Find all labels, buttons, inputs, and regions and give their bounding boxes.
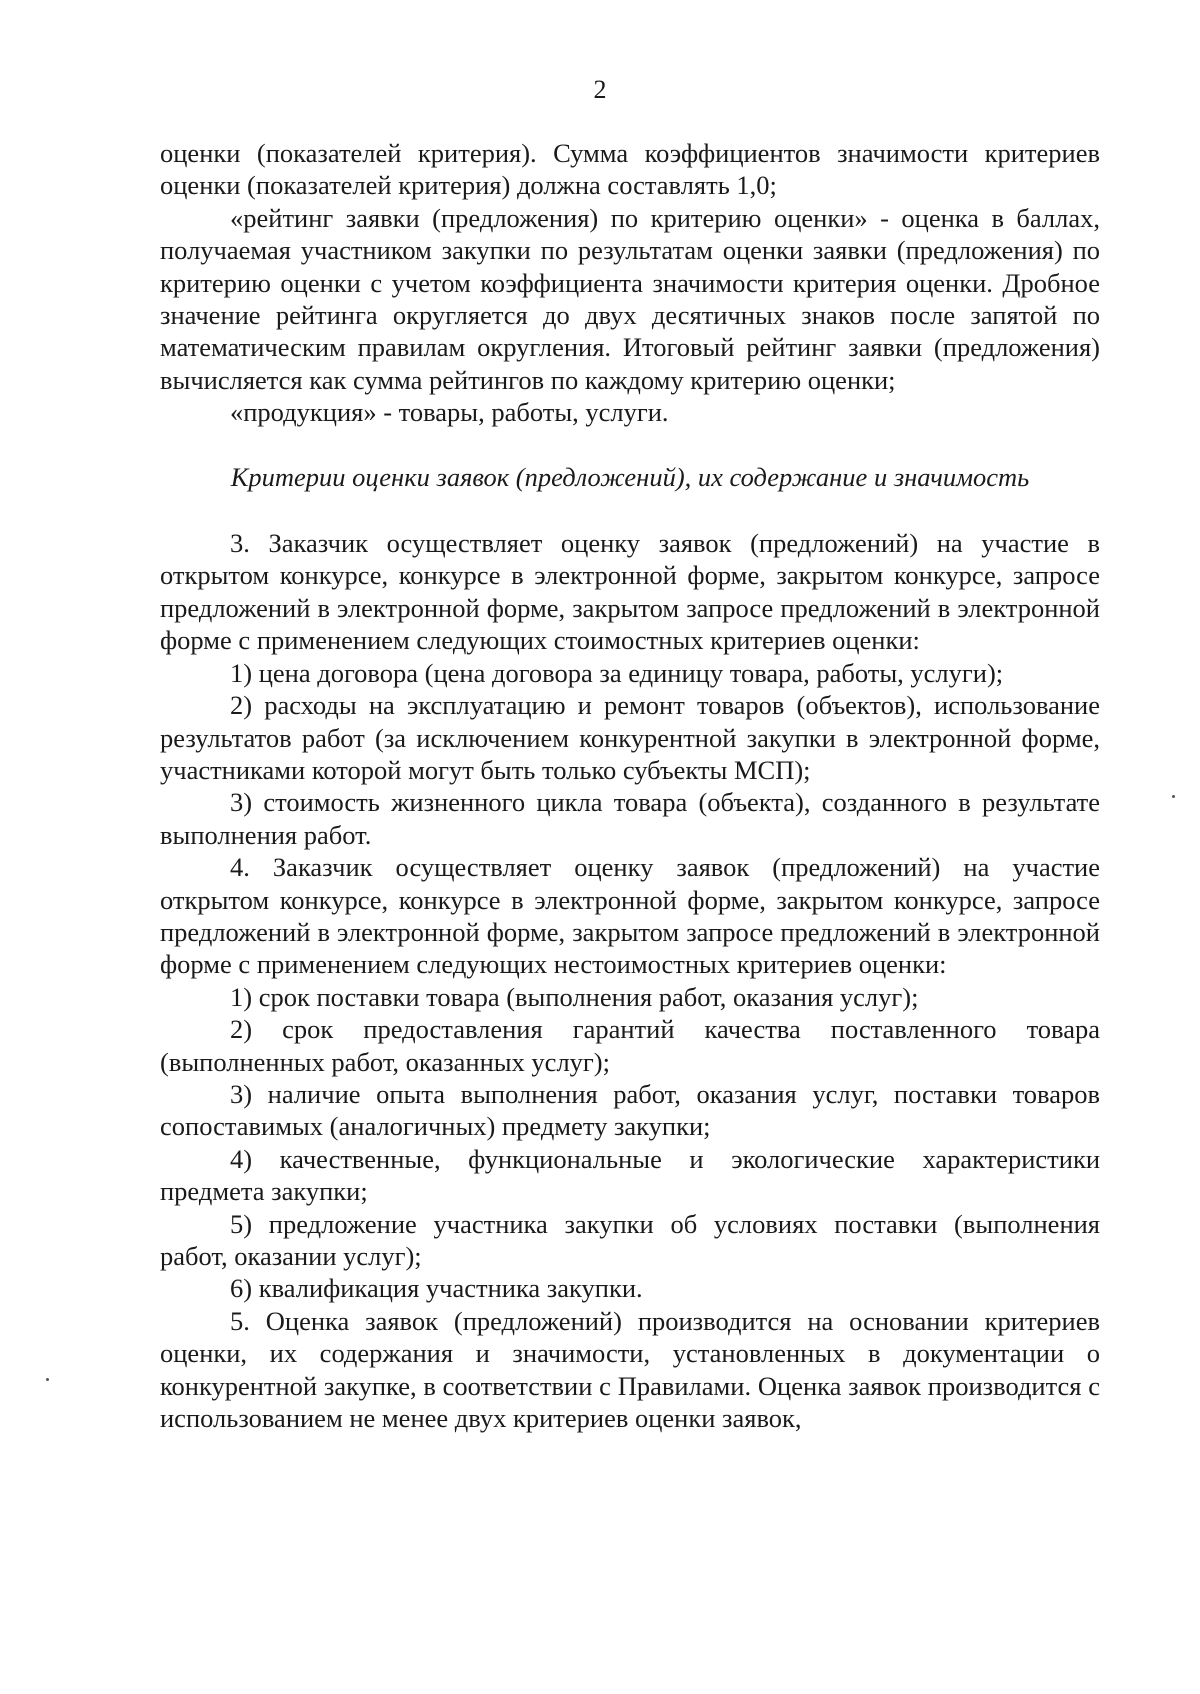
paragraph-definition-products: «продукция» - товары, работы, услуги.: [230, 397, 669, 428]
list-item-noncost-6: 6) квалификация участника закупки.: [230, 1273, 643, 1304]
paragraph-definition-rating: «рейтинг заявки (предложения) по критерию оценки» - оценка в баллах, получаемая участником закупки по результатам оценки заявки (предложения) по критерию оценки с учетом коэффициента значимости критерия оценки. Дробное значение рейтинга округляется до двух десятичных знаков после запятой по математическим правилам округления. Итоговый рейтинг заявки (предложения) вычисляется как сумма рейтингов по каждому критерию оценки;: [160, 202, 1100, 395]
list-item-noncost-5: 5) предложение участника закупки об условиях поставки (выполнения работ, оказании услуг);: [160, 1208, 1100, 1271]
list-item-noncost-2: 2) срок предоставления гарантий качества поставленного товара (выполненных работ, оказанных услуг);: [160, 1014, 1100, 1077]
document-body: [160, 137, 1100, 1434]
list-item-cost-3: 3) стоимость жизненного цикла товара (объекта), созданного в результате выполнения работ.: [160, 787, 1100, 850]
paragraph-criteria-weights-sum: оценки (показателей критерия). Сумма коэффициентов значимости критериев оценки (показателей критерия) должна составлять 1,0;: [160, 138, 1100, 201]
section-heading: Критерии оценки заявок (предложений), их содержание и значимость: [230, 461, 1030, 492]
list-item-noncost-3: 3) наличие опыта выполнения работ, оказания услуг, поставки товаров сопоставимых (аналогичных) предмету закупки;: [160, 1078, 1100, 1142]
list-item-noncost-4: 4) качественные, функциональные и экологические характеристики предмета закупки;: [160, 1143, 1100, 1207]
paragraph-item-4: 4. Заказчик осуществляет оценку заявок (предложений) на участие открытом конкурсе, конкурсе в электронной форме, закрытом конкурсе, запросе предложений в электронной форме, закрытом запросе предложений в электронной форме с применением следующих нестоимостных критериев оценки:: [160, 852, 1100, 980]
paragraph-item-3: 3. Заказчик осуществляет оценку заявок (предложений) на участие в открытом конкурсе, конкурсе в электронной форме, закрытом конкурсе, запросе предложений в электронной форме, закрытом запросе предложений в электронной форме с применением следующих стоимостных критериев оценки:: [160, 528, 1100, 656]
spacer: [160, 493, 1100, 527]
scan-speck: [46, 1378, 49, 1381]
page-number: 2: [593, 75, 607, 104]
paragraph-item-5: 5. Оценка заявок (предложений) производится на основании критериев оценки, их содержания и значимости, установленных в документации о конкурентной закупке, в соответствии с Правилами. Оценка заявок производится с использованием не менее двух критериев оценки заявок,: [160, 1305, 1100, 1434]
spacer: [160, 429, 1100, 461]
list-item-cost-1: 1) цена договора (цена договора за единицу товара, работы, услуги);: [230, 657, 1004, 688]
list-item-cost-2: 2) расходы на эксплуатацию и ремонт товаров (объектов), использование результатов работ (за исключением конкурентной закупки в электронной форме, участниками которой могут быть только субъекты МСП);: [160, 690, 1100, 785]
list-item-noncost-1: 1) срок поставки товара (выполнения работ, оказания услуг);: [230, 981, 919, 1012]
scan-speck: [1172, 795, 1175, 798]
